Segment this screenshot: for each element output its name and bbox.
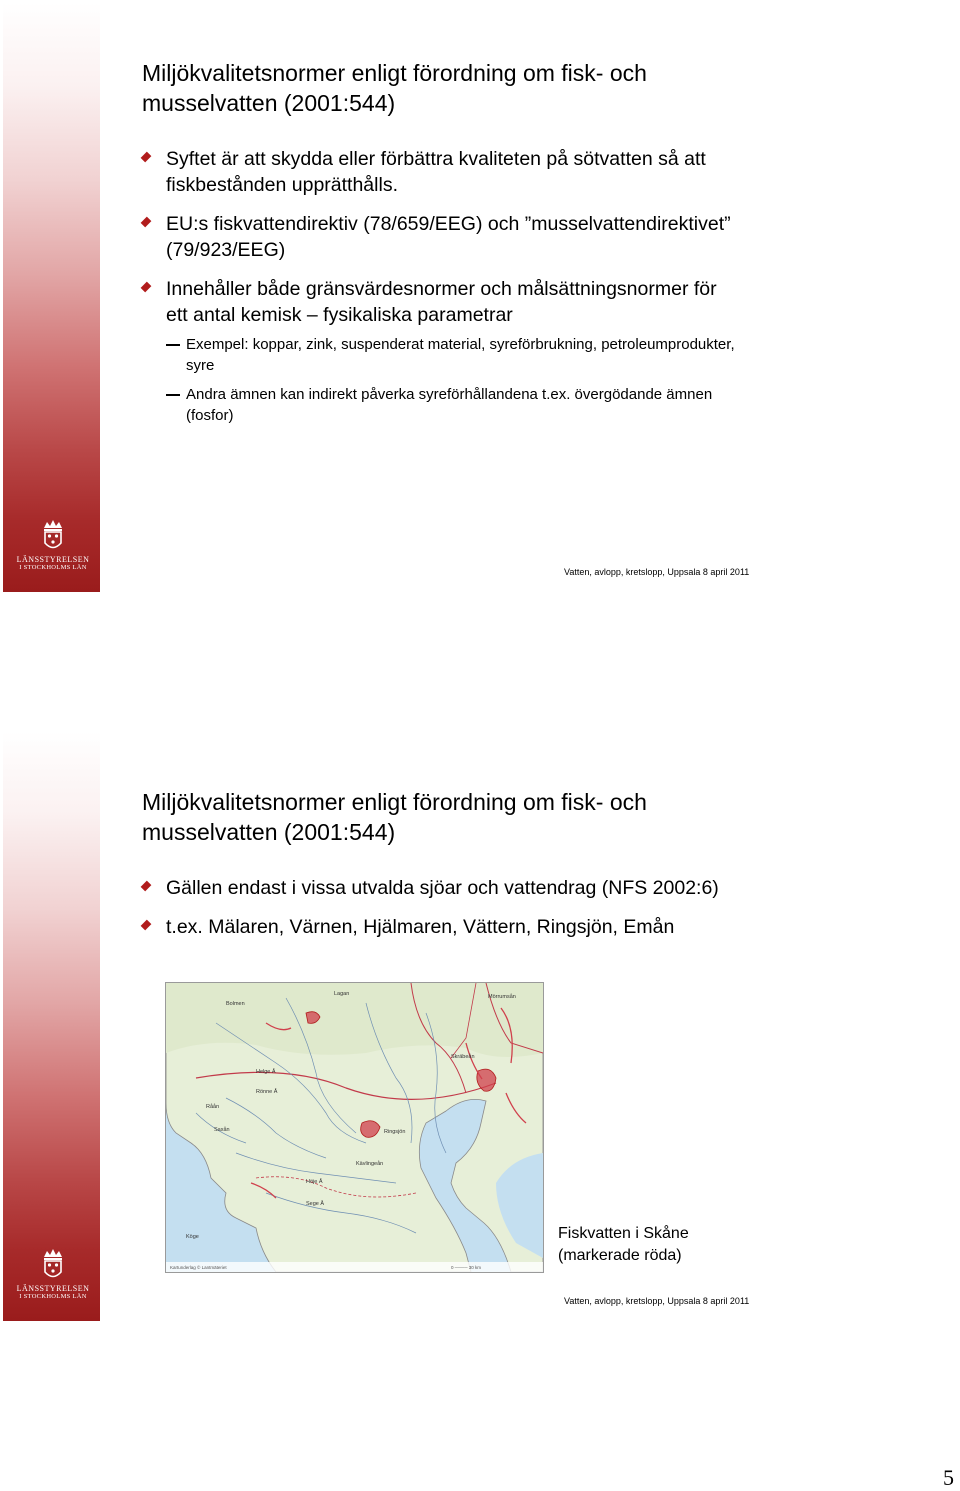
bullet-text: Gällen endast i vissa utvalda sjöar och vattendrag (NFS 2002:6) — [166, 877, 719, 899]
slide-title: Miljökvalitetsnormer enligt förordning om fisk- och musselvatten (2001:544) — [142, 789, 647, 845]
diamond-bullet-icon — [141, 217, 152, 228]
map-graphic — [166, 983, 543, 1272]
sidebar-gradient — [3, 732, 100, 1321]
map-caption: Fiskvatten i Skåne (markerade röda) — [558, 1225, 689, 1264]
map-label: Saxån — [214, 1127, 230, 1133]
slide-footer: Vatten, avlopp, kretslopp, Uppsala 8 april 2011 — [564, 567, 750, 577]
bullet-item — [142, 875, 742, 901]
slide-2 — [0, 729, 960, 1321]
map-label: Rönne Å — [256, 1089, 278, 1095]
sub-bullet-text: Andra ämnen kan indirekt påverka syreförhållandena t.ex. övergödande ämnen (fosfor) — [186, 386, 713, 424]
bullet-item — [142, 914, 742, 940]
map-label: Kävlingeån — [356, 1161, 384, 1167]
crown-crest-icon — [40, 519, 66, 553]
map-credit: Kartunderlag © Lantmäteriet — [170, 1265, 227, 1270]
logo-line-2: I STOCKHOLMS LÄN — [19, 1293, 87, 1300]
lansstyrelsen-logo — [3, 1248, 103, 1318]
diamond-bullet-icon — [141, 881, 152, 892]
sidebar-gradient — [3, 3, 100, 592]
map-scale: 0 ──── 30 km — [451, 1265, 482, 1270]
logo-line-1: LÄNSSTYRELSEN — [16, 555, 90, 564]
sub-bullet-list — [166, 334, 742, 426]
sub-bullet-text: Exempel: koppar, zink, suspenderat material, syreförbrukning, petroleumprodukter, syre — [186, 336, 735, 374]
bullet-text: Innehåller både gränsvärdesnormer och målsättningsnormer för ett antal kemisk – fysikaliska parametrar — [166, 278, 717, 326]
dash-bullet-icon — [166, 344, 180, 346]
dash-bullet-icon — [166, 394, 180, 396]
map-label: Sege Å — [306, 1201, 325, 1207]
slide-title: Miljökvalitetsnormer enligt förordning om fisk- och musselvatten (2001:544) — [142, 60, 647, 116]
logo-line-1: LÄNSSTYRELSEN — [16, 1284, 90, 1293]
sub-bullet-item — [166, 384, 742, 426]
map-label: Bolmen — [226, 1001, 245, 1007]
skane-map — [165, 982, 544, 1273]
sub-bullet-item — [166, 334, 742, 376]
diamond-bullet-icon — [141, 920, 152, 931]
bullet-text: Syftet är att skydda eller förbättra kvaliteten på sötvatten så att fiskbestånden upprätthålls. — [166, 148, 706, 196]
map-label: Ringsjön — [384, 1129, 406, 1135]
map-label: Skräbeån — [451, 1054, 475, 1060]
bullet-text: t.ex. Mälaren, Värnen, Hjälmaren, Vättern, Ringsjön, Emån — [166, 916, 675, 938]
lansstyrelsen-logo — [3, 519, 103, 589]
crown-crest-icon — [40, 1248, 66, 1282]
slide-footer: Vatten, avlopp, kretslopp, Uppsala 8 april 2011 — [564, 1296, 750, 1306]
bullet-list — [142, 875, 742, 953]
page-number: 5 — [943, 1465, 954, 1490]
bullet-item — [142, 146, 742, 198]
bullet-list — [142, 146, 742, 439]
bullet-item — [142, 211, 742, 263]
map-label: Köge — [186, 1234, 199, 1240]
map-label: Höje Å — [306, 1179, 323, 1185]
map-label: Mörrumsån — [488, 994, 516, 1000]
map-label: Lagan — [334, 991, 350, 997]
logo-line-2: I STOCKHOLMS LÄN — [19, 564, 87, 571]
map-label: Råån — [206, 1104, 220, 1110]
diamond-bullet-icon — [141, 282, 152, 293]
slide-1 — [0, 0, 960, 592]
diamond-bullet-icon — [141, 152, 152, 163]
bullet-text: EU:s fiskvattendirektiv (78/659/EEG) och ”musselvattendirektivet” (79/923/EEG) — [166, 213, 731, 261]
map-label: Helge Å — [256, 1069, 276, 1075]
bullet-item — [142, 276, 742, 426]
